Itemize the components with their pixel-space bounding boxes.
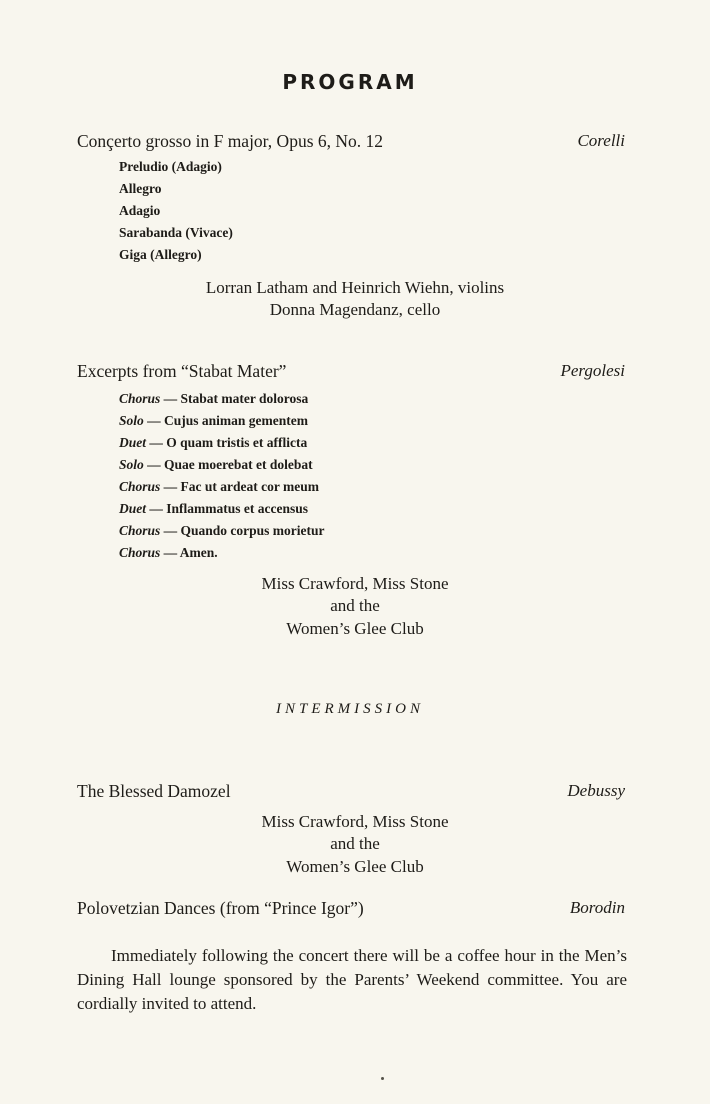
- work-title: The Blessed Damozel: [77, 781, 231, 801]
- part-text: — Fac ut ardeat cor meum: [160, 479, 319, 494]
- part-text: — Quae moerebat et dolebat: [143, 457, 313, 472]
- composer-name: Borodin: [569, 898, 625, 917]
- work-title: Excerpts from “Stabat Mater”: [77, 361, 287, 381]
- intermission-label: INTERMISSION: [276, 701, 424, 717]
- performers-line: Women’s Glee Club: [286, 857, 424, 876]
- part-text: — Stabat mater dolorosa: [160, 391, 309, 406]
- part-text: — O quam tristis et afflicta: [146, 435, 308, 450]
- part-role: Chorus: [119, 391, 161, 406]
- page-title: PROGRAM: [282, 70, 418, 94]
- part-role: Duet: [119, 501, 146, 516]
- work-part: [119, 413, 308, 429]
- performers-line: Miss Crawford, Miss Stone: [261, 574, 449, 593]
- performers-line: and the: [330, 596, 380, 615]
- work-part: [119, 479, 319, 495]
- performers-line: Lorran Latham and Heinrich Wiehn, violins: [205, 278, 505, 297]
- part-role: Chorus: [119, 545, 161, 560]
- part-text: — Inflammatus et accensus: [146, 501, 308, 516]
- composer-name: Corelli: [577, 131, 625, 150]
- movement: Adagio: [119, 203, 161, 218]
- work-title: Polovetzian Dances (from “Prince Igor”): [77, 898, 364, 918]
- movement: Giga (Allegro): [119, 247, 202, 262]
- part-role: Solo: [119, 457, 144, 472]
- part-text: — Cujus animan gementem: [143, 413, 309, 428]
- performers-line: Women’s Glee Club: [286, 619, 424, 638]
- composer-name: Debussy: [567, 781, 625, 800]
- work-part: [119, 545, 218, 561]
- performers-line: and the: [330, 834, 380, 853]
- work-title: Conçerto grosso in F major, Opus 6, No. 12: [77, 131, 384, 151]
- movement: Allegro: [119, 181, 162, 196]
- movement: Preludio (Adagio): [119, 159, 222, 174]
- work-part: [119, 435, 307, 451]
- movement: Sarabanda (Vivace): [119, 225, 233, 240]
- page-mark: [381, 1077, 384, 1080]
- work-part: [119, 457, 313, 473]
- part-role: Duet: [119, 435, 146, 450]
- part-role: Solo: [119, 413, 144, 428]
- work-part: [119, 501, 308, 517]
- work-part: [119, 523, 325, 539]
- performers-line: Donna Magendanz, cello: [269, 300, 441, 319]
- part-text: — Quando corpus morietur: [160, 523, 325, 538]
- composer-name: Pergolesi: [560, 361, 625, 380]
- part-role: Chorus: [119, 479, 161, 494]
- work-part: [119, 391, 308, 407]
- performers-line: Miss Crawford, Miss Stone: [261, 812, 449, 831]
- part-role: Chorus: [119, 523, 161, 538]
- coffee-hour-note: Immediately following the concert there will be a coffee hour in the Men’s Dining Hall lounge sponsored by the Parents’ Weekend committee. You are cordially invited to attend.: [77, 946, 627, 1013]
- part-text: — Amen.: [160, 545, 218, 560]
